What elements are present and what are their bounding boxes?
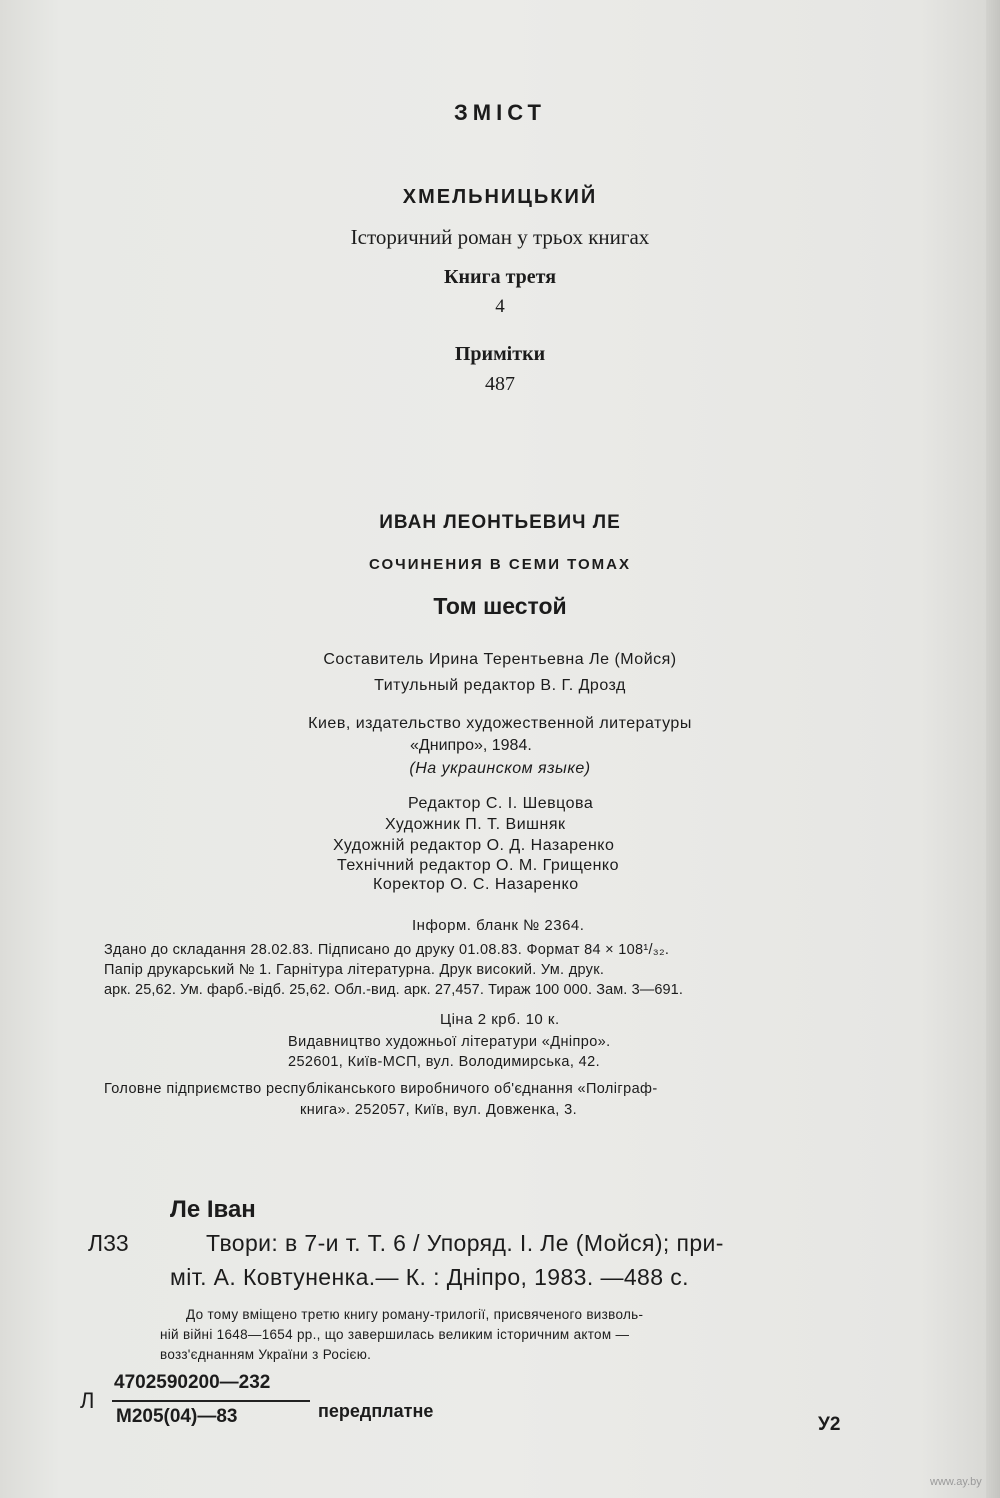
info-blank: Інформ. бланк № 2364. [412, 917, 585, 934]
language-note: (На украинском языке) [409, 760, 591, 777]
printer-line-2: книга». 252057, Київ, вул. Довженка, 3. [300, 1102, 578, 1118]
notes-label: Примітки [454, 343, 546, 365]
notes-page-number: 487 [485, 373, 515, 395]
watermark: www.ay.by [930, 1476, 982, 1488]
printer-line-1: Головне підприємство республіканського виробничого об'єднання «Поліграф- [104, 1081, 658, 1097]
catalog-summary-line-1: До тому вміщено третю книгу роману-трилогії, присвяченого визволь- [186, 1307, 644, 1322]
credit-art-editor: Художній редактор О. Д. Назаренко [333, 837, 615, 854]
title-editor-line: Титульный редактор В. Г. Дрозд [374, 677, 626, 694]
work-subtitle: Історичний роман у трьох книгах [350, 225, 650, 249]
series-title: СОЧИНЕНИЯ В СЕМИ ТОМАХ [369, 556, 631, 573]
fraction-top: 4702590200—232 [114, 1372, 271, 1393]
credit-editor: Редактор С. І. Шевцова [408, 795, 594, 812]
book-label: Книга третя [443, 266, 557, 288]
volume-title: Том шестой [433, 593, 567, 619]
catalog-summary-line-2: ній війні 1648—1654 рр., що завершилась великим історичним актом — [160, 1327, 630, 1342]
print-data-line-1: Здано до складання 28.02.83. Підписано до друку 01.08.83. Формат 84 × 108¹/₃₂. [104, 942, 670, 958]
print-data-line-3: арк. 25,62. Ум. фарб.-відб. 25,62. Обл.-вид. арк. 27,457. Тираж 100 000. Зам. 3—691. [104, 982, 683, 998]
subscription-label: передплатне [318, 1401, 434, 1421]
book-page-number: 4 [495, 296, 505, 317]
publisher-ua-line-2: 252601, Київ-МСП, вул. Володимирська, 42. [288, 1054, 601, 1070]
print-data-line-2: Папір друкарський № 1. Гарнітура літературна. Друк високий. Ум. друк. [104, 962, 605, 978]
credit-proofreader: Коректор О. С. Назаренко [373, 876, 579, 893]
bbk-index: У2 [818, 1414, 841, 1435]
price: Ціна 2 крб. 10 к. [440, 1011, 560, 1028]
compiler-line: Составитель Ирина Терентьевна Ле (Мойся) [323, 651, 677, 668]
credit-tech-editor: Технічний редактор О. М. Грищенко [337, 857, 620, 874]
catalog-author: Ле Іван [170, 1196, 256, 1223]
fraction-bar [112, 1400, 310, 1402]
catalog-entry-line-1: Твори: в 7-и т. Т. 6 / Упоряд. І. Ле (Мойся); при- [206, 1230, 724, 1256]
publisher-ua-line-1: Видавництво художньої літератури «Дніпро». [288, 1034, 611, 1050]
catalog-entry-line-2: міт. А. Ковтуненка.— К. : Дніпро, 1983. —488 с. [170, 1264, 689, 1290]
credit-artist: Художник П. Т. Вишняк [385, 816, 566, 833]
publisher-line-1: Киев, издательство художественной литературы [308, 715, 692, 732]
fraction-bottom: М205(04)—83 [116, 1406, 238, 1427]
contents-heading: ЗМІСТ [454, 100, 546, 125]
catalog-code: Л33 [88, 1230, 129, 1256]
author-name: ИВАН ЛЕОНТЬЕВИЧ ЛЕ [379, 512, 621, 533]
work-title: ХМЕЛЬНИЦЬКИЙ [402, 186, 598, 208]
fraction-letter: Л [80, 1388, 95, 1413]
publisher-line-2: «Днипро», 1984. [410, 737, 532, 754]
catalog-summary-line-3: возз'єднанням України з Росією. [160, 1347, 372, 1362]
